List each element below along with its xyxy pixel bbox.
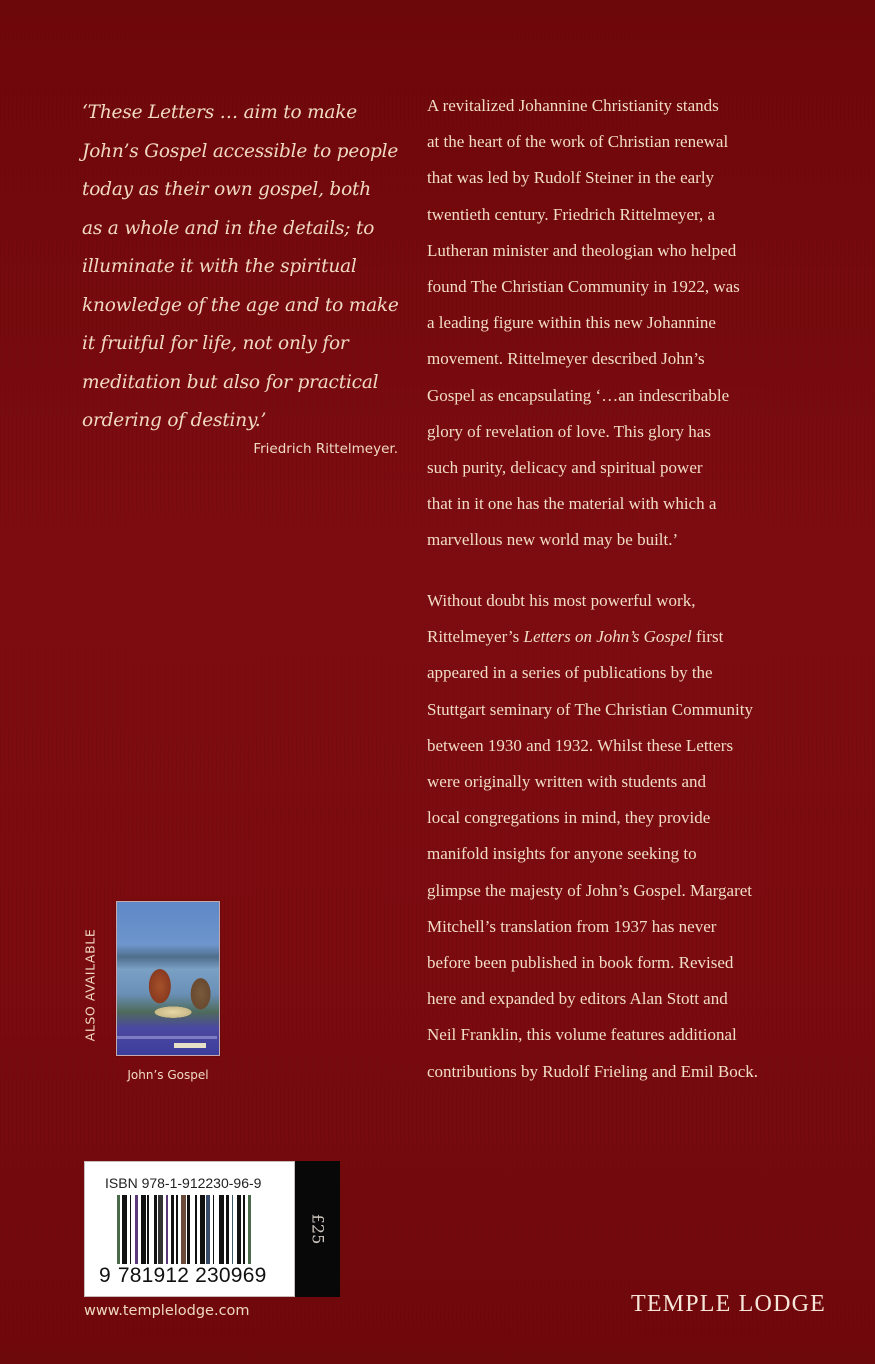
quote-line: illuminate it with the spiritual [82, 256, 357, 277]
text-line: Without doubt his most powerful work, [427, 591, 696, 610]
barcode-panel [84, 1161, 340, 1297]
price-text: £25 [308, 1213, 327, 1245]
text-line: a leading figure within this new Johannine [427, 313, 716, 333]
text-line: manifold insights for anyone seeking to [427, 844, 697, 864]
barcode-digit-first: 9 [99, 1264, 111, 1287]
text-line: twentieth century. Friedrich Rittelmeyer, a [427, 204, 716, 224]
quote-line: ordering of destiny.’ [82, 410, 267, 431]
publisher-website: www.templelodge.com [84, 1303, 250, 1319]
text-line: between 1930 and 1932. Whilst these Letters [427, 735, 734, 755]
text-line: Stuttgart seminary of The Christian Community [427, 699, 753, 719]
text-line: that was led by Rudolf Steiner in the early [427, 168, 715, 188]
text-line: Gospel as encapsulating ‘…an indescribable [427, 385, 730, 405]
publisher-logo-text: TEMPLE LODGE [630, 1291, 826, 1317]
also-available-text: ALSO AVAILABLE [82, 928, 98, 1042]
text-line: appeared in a series of publications by the [427, 663, 713, 683]
text-fragment: Rittelmeyer’s [427, 627, 524, 647]
text-line: before been published in book form. Revised [427, 953, 734, 973]
related-book-cover-thumbnail [116, 901, 220, 1056]
quote-line: knowledge of the age and to make [82, 294, 399, 316]
quote-attribution: Friedrich Rittelmeyer. [253, 441, 398, 457]
thumbnail-publisher-tag [174, 1043, 206, 1048]
price-label [295, 1161, 340, 1297]
barcode-digits-group-1: 781912 [117, 1264, 190, 1287]
quote-line: today as their own gospel, both [82, 179, 371, 200]
text-line: local congregations in mind, they provide [427, 808, 711, 828]
description-paragraph-2 [427, 583, 827, 1090]
book-title-italic: Letters on John’s Gospel [523, 627, 692, 647]
quote-line: meditation but also for practical [82, 371, 379, 393]
barcode-digits [97, 1264, 267, 1288]
quote-line: it fruitful for life, not only for [82, 333, 349, 354]
text-line: here and expanded by editors Alan Stott and [427, 989, 728, 1009]
related-book-title: John’s Gospel [127, 1068, 209, 1082]
text-line: Lutheran minister and theologian who helped [427, 240, 737, 260]
text-line: A revitalized Johannine Christianity stands [427, 96, 719, 115]
text-line: marvellous new world may be built.’ [427, 530, 679, 550]
barcode-digits-group-2: 230969 [195, 1264, 267, 1287]
also-available-label [78, 928, 102, 1042]
text-line: such purity, delicacy and spiritual power [427, 458, 703, 478]
text-line: Neil Franklin, this volume features additional [427, 1025, 737, 1045]
quote-line: as a whole and in the details; to [82, 217, 375, 239]
quote-line: ‘These Letters … aim to make [82, 102, 358, 123]
text-line [427, 619, 827, 655]
isbn-label: ISBN 978-1-912230-96-9 [105, 1175, 262, 1191]
text-line: movement. Rittelmeyer described John’s [427, 349, 705, 369]
barcode-area [84, 1161, 295, 1297]
text-line: that in it one has the material with which a [427, 494, 717, 514]
text-line: were originally written with students and [427, 772, 707, 792]
thumbnail-title-band [117, 1036, 217, 1039]
text-line: glory of revelation of love. This glory has [427, 421, 711, 441]
text-line: contributions by Rudolf Frieling and Emil Bock. [427, 1061, 759, 1081]
text-fragment: first [691, 627, 724, 647]
quote-line: John’s Gospel accessible to people [82, 140, 399, 162]
text-line: Mitchell’s translation from 1937 has never [427, 916, 717, 936]
endorsement-quote [82, 94, 402, 441]
text-line: at the heart of the work of Christian renewal [427, 132, 729, 152]
text-line: glimpse the majesty of John’s Gospel. Margaret [427, 880, 752, 900]
text-line: found The Christian Community in 1922, was [427, 277, 740, 297]
description-paragraph-1 [427, 88, 827, 559]
